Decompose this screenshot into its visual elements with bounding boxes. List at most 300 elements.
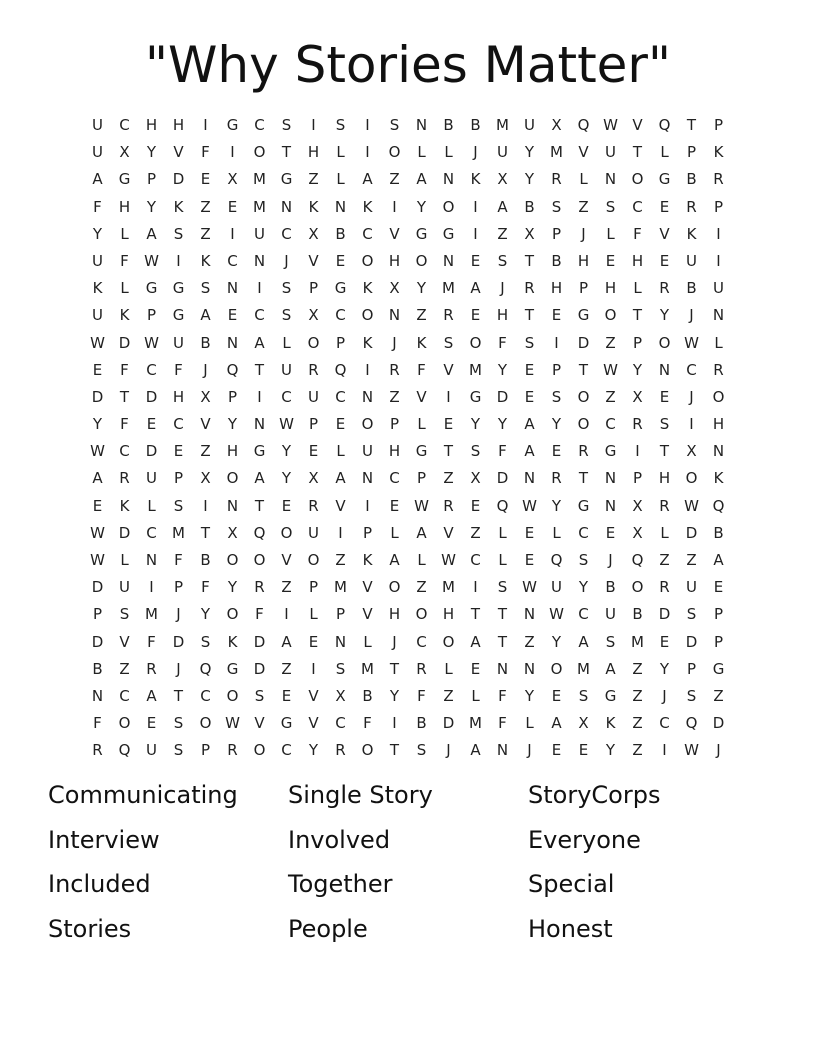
grid-letter: X: [632, 496, 643, 515]
grid-letter: M: [172, 523, 185, 542]
grid-letter: Z: [713, 686, 724, 705]
grid-letter: T: [578, 469, 589, 488]
grid-letter: X: [632, 523, 643, 542]
grid-letter: L: [417, 415, 426, 434]
grid-letter: B: [92, 659, 103, 678]
grid-letter: L: [363, 632, 372, 651]
grid-letter: L: [336, 442, 345, 461]
grid-letter: W: [144, 333, 159, 352]
grid-letter: A: [524, 415, 535, 434]
grid-letter: V: [578, 143, 589, 162]
grid-letter: N: [604, 170, 617, 189]
grid-letter: E: [335, 251, 346, 270]
grid-letter: S: [578, 686, 589, 705]
grid-letter: O: [685, 469, 698, 488]
grid-letter: T: [281, 143, 292, 162]
grid-letter: C: [146, 523, 157, 542]
grid-letter: Y: [578, 578, 589, 597]
grid-letter: Z: [632, 741, 643, 760]
grid-letter: U: [605, 605, 616, 624]
grid-letter: I: [338, 523, 343, 542]
grid-letter: E: [200, 170, 211, 189]
grid-letter: E: [389, 496, 400, 515]
grid-letter: I: [257, 279, 262, 298]
word-list-item: People: [288, 914, 368, 943]
grid-letter: W: [603, 116, 618, 134]
grid-letter: F: [633, 224, 642, 243]
grid-letter: K: [362, 551, 373, 569]
grid-letter: S: [173, 496, 184, 515]
grid-letter: O: [253, 741, 266, 760]
grid-letter: Y: [281, 442, 292, 461]
grid-letter: O: [604, 306, 617, 325]
word-list-item: Honest: [528, 914, 613, 943]
word-list-item: Included: [48, 870, 151, 898]
grid-letter: K: [362, 279, 373, 298]
grid-letter: F: [498, 442, 507, 461]
grid-letter: N: [496, 741, 509, 760]
grid-letter: J: [689, 306, 694, 325]
grid-letter: I: [230, 224, 235, 243]
grid-letter: K: [119, 306, 130, 325]
grid-letter: U: [173, 333, 184, 352]
grid-letter: P: [632, 469, 643, 488]
grid-letter: L: [309, 605, 318, 624]
grid-letter: K: [119, 496, 130, 515]
grid-letter: U: [308, 523, 319, 542]
grid-letter: G: [415, 442, 428, 461]
grid-letter: O: [712, 387, 725, 406]
grid-letter: C: [470, 551, 481, 569]
grid-letter: L: [417, 551, 426, 569]
grid-letter: M: [442, 578, 455, 597]
grid-letter: D: [253, 659, 266, 678]
grid-letter: J: [662, 686, 667, 705]
grid-letter: H: [388, 251, 401, 270]
grid-letter: S: [686, 605, 697, 624]
grid-letter: A: [416, 170, 427, 189]
grid-letter: T: [470, 605, 481, 624]
grid-letter: V: [362, 605, 373, 624]
word-list-item: Everyone: [528, 825, 641, 854]
grid-letter: O: [415, 605, 428, 624]
grid-letter: V: [173, 143, 184, 162]
grid-letter: L: [336, 170, 345, 189]
grid-letter: D: [685, 523, 698, 542]
grid-letter: G: [658, 170, 671, 189]
grid-letter: G: [226, 659, 239, 678]
grid-letter: P: [713, 116, 724, 134]
grid-letter: G: [604, 442, 617, 461]
grid-letter: D: [253, 632, 266, 651]
grid-letter: I: [365, 116, 370, 134]
grid-letter: U: [92, 116, 103, 134]
grid-letter: U: [497, 143, 508, 162]
grid-letter: N: [712, 306, 725, 325]
grid-letter: H: [388, 442, 401, 461]
grid-letter: V: [200, 415, 211, 434]
grid-letter: S: [281, 279, 292, 298]
grid-letter: W: [144, 251, 159, 270]
word-list-item: Together: [288, 870, 393, 898]
grid-letter: P: [308, 578, 319, 597]
grid-letter: R: [632, 415, 643, 434]
grid-letter: F: [174, 360, 183, 379]
grid-letter: C: [335, 306, 346, 325]
grid-letter: U: [119, 578, 130, 597]
grid-letter: U: [146, 741, 157, 760]
grid-letter: S: [335, 659, 346, 678]
grid-letter: N: [280, 197, 293, 216]
grid-letter: H: [631, 251, 644, 270]
grid-letter: O: [415, 251, 428, 270]
grid-letter: A: [92, 469, 103, 488]
grid-letter: S: [281, 116, 292, 134]
grid-letter: Z: [389, 170, 400, 189]
grid-letter: N: [361, 469, 374, 488]
grid-letter: A: [146, 224, 157, 243]
grid-letter: X: [227, 170, 238, 189]
grid-letter: C: [362, 224, 373, 243]
grid-letter: K: [308, 197, 319, 216]
grid-letter: T: [497, 632, 508, 651]
grid-letter: O: [631, 170, 644, 189]
grid-letter: Z: [416, 578, 427, 597]
grid-letter: O: [226, 686, 239, 705]
grid-letter: L: [633, 279, 642, 298]
grid-letter: M: [469, 360, 482, 379]
grid-letter: O: [442, 632, 455, 651]
grid-letter: O: [307, 551, 320, 569]
grid-letter: M: [631, 632, 644, 651]
grid-letter: X: [524, 224, 535, 243]
grid-letter: W: [684, 741, 699, 760]
grid-letter: A: [362, 170, 373, 189]
grid-letter: O: [361, 415, 374, 434]
grid-letter: C: [335, 387, 346, 406]
grid-letter: N: [415, 116, 428, 134]
grid-letter: J: [716, 741, 721, 760]
grid-letter: I: [149, 578, 154, 597]
grid-letter: D: [496, 387, 509, 406]
grid-letter: Y: [551, 632, 562, 651]
grid-letter: X: [308, 224, 319, 243]
grid-letter: O: [388, 143, 401, 162]
grid-letter: S: [200, 632, 211, 651]
grid-letter: A: [416, 523, 427, 542]
grid-letter: T: [632, 306, 643, 325]
grid-letter: M: [577, 659, 590, 678]
grid-letter: L: [120, 224, 129, 243]
grid-letter: I: [365, 360, 370, 379]
grid-letter: D: [577, 333, 590, 352]
grid-letter: N: [226, 496, 239, 515]
grid-letter: B: [470, 116, 481, 134]
grid-letter: I: [230, 143, 235, 162]
grid-letter: O: [577, 387, 590, 406]
grid-letter: T: [200, 523, 211, 542]
grid-letter: N: [334, 197, 347, 216]
grid-letter: J: [473, 143, 478, 162]
grid-letter: S: [470, 442, 481, 461]
page-title: "Why Stories Matter": [144, 36, 671, 94]
grid-letter: A: [551, 714, 562, 733]
grid-letter: P: [173, 578, 184, 597]
grid-letter: Y: [659, 659, 670, 678]
grid-letter: K: [362, 333, 373, 352]
grid-letter: F: [498, 333, 507, 352]
letter-grid: [84, 112, 732, 765]
grid-letter: D: [91, 387, 104, 406]
grid-letter: T: [443, 442, 454, 461]
grid-letter: E: [308, 632, 319, 651]
grid-letter: D: [172, 632, 185, 651]
grid-letter: F: [93, 197, 102, 216]
grid-letter: I: [311, 659, 316, 678]
word-list-item: Communicating: [48, 781, 238, 809]
grid-letter: N: [145, 551, 158, 569]
grid-letter: Q: [550, 551, 563, 569]
grid-letter: H: [496, 306, 509, 325]
grid-letter: Y: [497, 360, 508, 379]
grid-letter: P: [308, 415, 319, 434]
grid-letter: R: [713, 360, 724, 379]
grid-letter: V: [443, 523, 454, 542]
grid-letter: N: [523, 605, 536, 624]
grid-letter: Z: [200, 442, 211, 461]
grid-letter: V: [308, 686, 319, 705]
grid-letter: Y: [605, 741, 616, 760]
grid-letter: E: [524, 523, 535, 542]
grid-letter: E: [551, 442, 562, 461]
grid-letter: R: [308, 496, 319, 515]
grid-letter: T: [254, 496, 265, 515]
grid-letter: K: [713, 143, 724, 162]
grid-letter: B: [335, 224, 346, 243]
grid-letter: V: [443, 360, 454, 379]
grid-letter: X: [200, 469, 211, 488]
grid-letter: E: [551, 306, 562, 325]
grid-letter: N: [442, 170, 455, 189]
grid-letter: I: [446, 387, 451, 406]
grid-letter: E: [443, 415, 454, 434]
grid-letter: F: [363, 714, 372, 733]
grid-letter: O: [550, 659, 563, 678]
grid-letter: S: [119, 605, 130, 624]
grid-letter: P: [578, 279, 589, 298]
grid-letter: M: [253, 197, 266, 216]
grid-letter: R: [92, 741, 103, 760]
grid-letter: H: [307, 143, 320, 162]
grid-letter: L: [552, 523, 561, 542]
grid-letter: P: [200, 741, 211, 760]
grid-letter: S: [605, 632, 616, 651]
grid-letter: E: [659, 197, 670, 216]
grid-letter: U: [92, 251, 103, 270]
grid-letter: H: [577, 251, 590, 270]
grid-letter: I: [689, 415, 694, 434]
grid-letter: R: [659, 578, 670, 597]
grid-letter: L: [660, 523, 669, 542]
grid-letter: D: [685, 632, 698, 651]
grid-letter: N: [253, 415, 266, 434]
grid-letter: L: [471, 686, 480, 705]
grid-letter: B: [686, 279, 697, 298]
grid-letter: K: [200, 251, 211, 270]
grid-letter: N: [523, 469, 536, 488]
grid-letter: I: [473, 224, 478, 243]
grid-letter: S: [281, 306, 292, 325]
grid-letter: G: [253, 442, 266, 461]
grid-letter: W: [684, 496, 699, 515]
grid-letter: R: [659, 279, 670, 298]
grid-letter: R: [335, 741, 346, 760]
grid-letter: I: [716, 224, 721, 243]
grid-letter: S: [443, 333, 454, 352]
grid-letter: W: [549, 605, 564, 624]
grid-letter: C: [416, 632, 427, 651]
word-list-item: Stories: [48, 914, 132, 943]
grid-letter: O: [442, 197, 455, 216]
grid-letter: M: [496, 116, 509, 134]
grid-letter: I: [473, 578, 478, 597]
grid-letter: Z: [605, 333, 616, 352]
grid-letter: Q: [334, 360, 347, 379]
grid-letter: G: [145, 279, 158, 298]
grid-letter: X: [578, 714, 589, 733]
grid-letter: C: [173, 415, 184, 434]
grid-letter: V: [362, 578, 373, 597]
grid-letter: L: [282, 333, 291, 352]
grid-letter: W: [279, 415, 294, 434]
grid-letter: P: [227, 387, 238, 406]
grid-letter: C: [335, 714, 346, 733]
grid-letter: G: [469, 387, 482, 406]
grid-letter: A: [470, 741, 481, 760]
grid-letter: A: [524, 442, 535, 461]
grid-letter: Y: [497, 415, 508, 434]
grid-letter: U: [308, 387, 319, 406]
grid-letter: F: [120, 360, 129, 379]
grid-letter: E: [524, 387, 535, 406]
grid-letter: B: [524, 197, 535, 216]
grid-letter: G: [577, 306, 590, 325]
grid-letter: G: [172, 306, 185, 325]
grid-letter: A: [389, 551, 400, 569]
grid-letter: G: [415, 224, 428, 243]
grid-letter: Y: [524, 686, 535, 705]
grid-letter: R: [524, 279, 535, 298]
grid-letter: H: [388, 605, 401, 624]
grid-letter: Z: [497, 224, 508, 243]
grid-letter: B: [443, 116, 454, 134]
grid-letter: R: [713, 170, 724, 189]
grid-letter: M: [145, 605, 158, 624]
grid-letter: I: [635, 442, 640, 461]
grid-letter: Y: [632, 360, 643, 379]
grid-letter: C: [119, 686, 130, 705]
grid-letter: Y: [416, 279, 427, 298]
grid-letter: N: [388, 306, 401, 325]
grid-letter: K: [362, 197, 373, 216]
grid-letter: L: [444, 143, 453, 162]
grid-letter: T: [389, 741, 400, 760]
grid-letter: C: [281, 387, 292, 406]
grid-letter: W: [603, 360, 618, 379]
grid-letter: L: [579, 170, 588, 189]
grid-letter: N: [361, 387, 374, 406]
grid-letter: S: [551, 387, 562, 406]
grid-letter: X: [119, 143, 130, 162]
grid-letter: X: [389, 279, 400, 298]
grid-letter: Y: [416, 197, 427, 216]
grid-letter: C: [659, 714, 670, 733]
grid-letter: D: [91, 578, 104, 597]
grid-letter: P: [686, 659, 697, 678]
grid-letter: N: [91, 686, 104, 705]
grid-letter: E: [281, 686, 292, 705]
grid-letter: N: [496, 659, 509, 678]
grid-letter: N: [658, 360, 671, 379]
grid-letter: K: [605, 714, 616, 733]
grid-letter: R: [146, 659, 157, 678]
grid-letter: Q: [658, 116, 671, 134]
grid-letter: Z: [308, 170, 319, 189]
grid-letter: Y: [470, 415, 481, 434]
grid-letter: R: [578, 442, 589, 461]
grid-letter: U: [92, 143, 103, 162]
grid-letter: I: [392, 197, 397, 216]
grid-letter: V: [335, 496, 346, 515]
grid-letter: P: [389, 415, 400, 434]
grid-letter: F: [174, 551, 183, 569]
grid-letter: J: [446, 741, 451, 760]
grid-letter: X: [497, 170, 508, 189]
grid-letter: V: [308, 251, 319, 270]
grid-letter: Y: [146, 197, 157, 216]
grid-letter: O: [631, 578, 644, 597]
grid-letter: C: [254, 116, 265, 134]
grid-letter: N: [523, 659, 536, 678]
grid-letter: D: [118, 523, 131, 542]
grid-letter: G: [334, 279, 347, 298]
grid-letter: P: [308, 279, 319, 298]
grid-letter: Y: [524, 170, 535, 189]
grid-letter: X: [308, 306, 319, 325]
grid-letter: T: [632, 143, 643, 162]
grid-letter: G: [280, 170, 293, 189]
grid-letter: O: [388, 578, 401, 597]
grid-letter: H: [145, 116, 158, 134]
grid-letter: R: [227, 741, 238, 760]
grid-letter: Q: [118, 741, 131, 760]
grid-letter: G: [172, 279, 185, 298]
grid-letter: B: [713, 523, 724, 542]
grid-letter: H: [226, 442, 239, 461]
grid-letter: R: [551, 469, 562, 488]
grid-letter: S: [335, 116, 346, 134]
grid-letter: E: [173, 442, 184, 461]
grid-letter: Z: [200, 224, 211, 243]
grid-letter: U: [686, 578, 697, 597]
grid-letter: Y: [92, 415, 103, 434]
word-list-item: Special: [528, 870, 615, 898]
grid-letter: P: [551, 224, 562, 243]
grid-letter: C: [119, 116, 130, 134]
grid-letter: V: [389, 224, 400, 243]
grid-letter: V: [632, 116, 643, 134]
grid-letter: O: [226, 469, 239, 488]
